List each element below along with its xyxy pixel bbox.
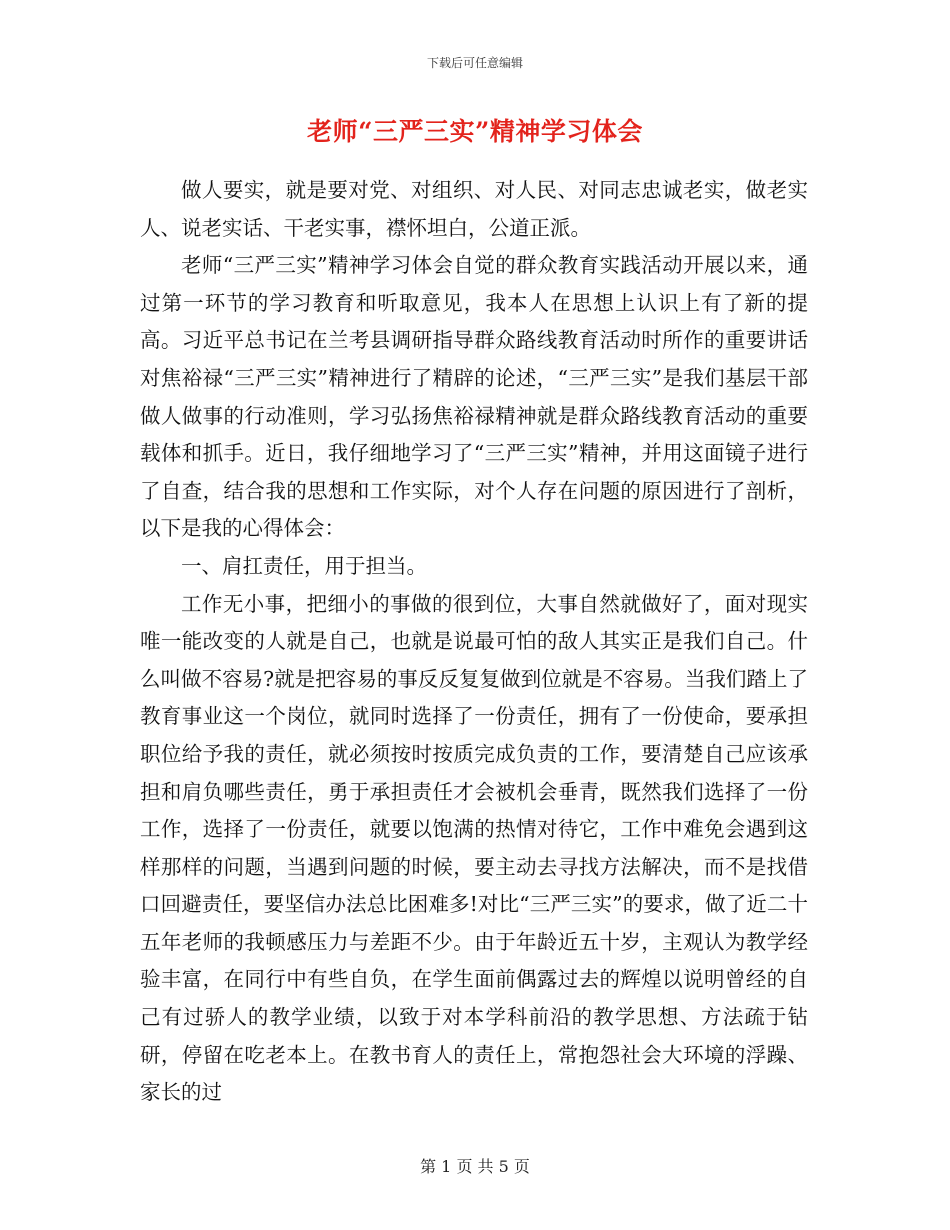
section-heading: 一、肩扛责任，用于担当。	[181, 553, 427, 578]
page-number: 第 1 页 共 5 页	[420, 1157, 530, 1176]
paragraph: 老师“三严三实”精神学习体会自觉的群众教育实践活动开展以来，通过第一环节的学习教育和听取意见，我本人在思想上认识上有了新的提高。习近平总书记在兰考县调研指导群众路线教育活动时所作的重要讲话对焦裕禄“三严三实”精神进行了精辟的论述，“三严三实”是我们基层干部做人做事的行动准则，学习弘扬焦裕禄精神就是群众路线教育活动的重要载体和抓手。近日，我仔细地学习了“三严三实”精神，并用这面镜子进行了自查，结合我的思想和工作实际，对个人存在问题的原因进行了剖析，以下是我的心得体会：	[140, 253, 808, 541]
document-body	[140, 172, 808, 1112]
page-header-note: 下载后可任意编辑	[426, 56, 523, 70]
document-title: 老师“三严三实”精神学习体会	[307, 117, 643, 146]
paragraph: 做人要实，就是要对党、对组织、对人民、对同志忠诚老实，做老实人、说老实话、干老实事，襟怀坦白，公道正派。	[140, 178, 808, 240]
paragraph: 工作无小事，把细小的事做的很到位，大事自然就做好了，面对现实唯一能改变的人就是自己，也就是说最可怕的敌人其实正是我们自己。什么叫做不容易?就是把容易的事反反复复做到位就是不容易。当我们踏上了教育事业这一个岗位，就同时选择了一份责任，拥有了一份使命，要承担职位给予我的责任，就必须按时按质完成负责的工作，要清楚自己应该承担和肩负哪些责任，勇于承担责任才会被机会垂青，既然我们选择了一份工作，选择了一份责任，就要以饱满的热情对待它，工作中难免会遇到这样那样的问题，当遇到问题的时候，要主动去寻找方法解决，而不是找借口回避责任，要坚信办法总比困难多!对比“三严三实”的要求，做了近二十五年老师的我顿感压力与差距不少。由于年龄近五十岁，主观认为教学经验丰富，在同行中有些自负，在学生面前偶露过去的辉煌以说明曾经的自己有过骄人的教学业绩，以致于对本学科前沿的教学思想、方法疏于钻研，停留在吃老本上。在教书育人的责任上，常抱怨社会大环境的浮躁、家长的过	[140, 591, 808, 1105]
